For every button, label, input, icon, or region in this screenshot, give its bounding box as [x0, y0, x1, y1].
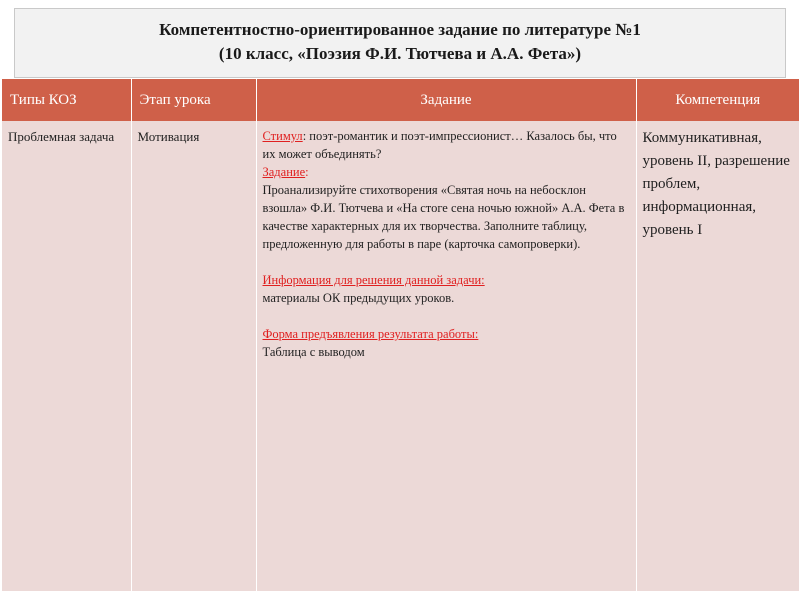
stimulus-label: Стимул [262, 129, 303, 143]
header-types: Типы КОЗ [2, 79, 131, 121]
stimulus-text: : поэт-романтик и поэт-импрессионист… Казалось бы, что их может объединять? [262, 129, 617, 161]
cell-task [256, 121, 636, 591]
info-text: материалы ОК предыдущих уроков. [262, 291, 455, 305]
header-stage: Этап урока [131, 79, 256, 121]
table-row [2, 121, 799, 591]
form-label: Форма предъявления результата работы: [262, 327, 479, 341]
title-line-1: Компетентностно-ориентированное задание по литературе №1 [159, 20, 641, 39]
task-text: Проанализируйте стихотворения «Святая ночь на небосклон взошла» Ф.И. Тютчева и «На стоге сена ночью южной» А.А. Фета в качестве характерных для их творчества. Заполните таблицу, предложенную для работы в паре (карточка самопроверки). [262, 183, 625, 251]
header-competence: Компетенция [636, 79, 799, 121]
form-text: Таблица с выводом [262, 345, 365, 359]
task-block [263, 163, 630, 181]
table-header-row [2, 79, 799, 121]
info-label: Информация для решения данной задачи: [262, 273, 485, 287]
cell-stage: Мотивация [131, 121, 256, 591]
stimulus-block [263, 127, 630, 163]
task-label: Задание [262, 165, 306, 179]
title-line-2: (10 класс, «Поэзия Ф.И. Тютчева и А.А. Фета») [218, 44, 582, 63]
header-task: Задание [256, 79, 636, 121]
task-colon: : [305, 165, 309, 179]
cell-competence: Коммуникативная, уровень II, разрешение проблем, информационная, уровень I [636, 121, 799, 591]
koz-table [2, 79, 799, 591]
page-title [0, 18, 800, 66]
cell-type: Проблемная задача [2, 121, 131, 591]
